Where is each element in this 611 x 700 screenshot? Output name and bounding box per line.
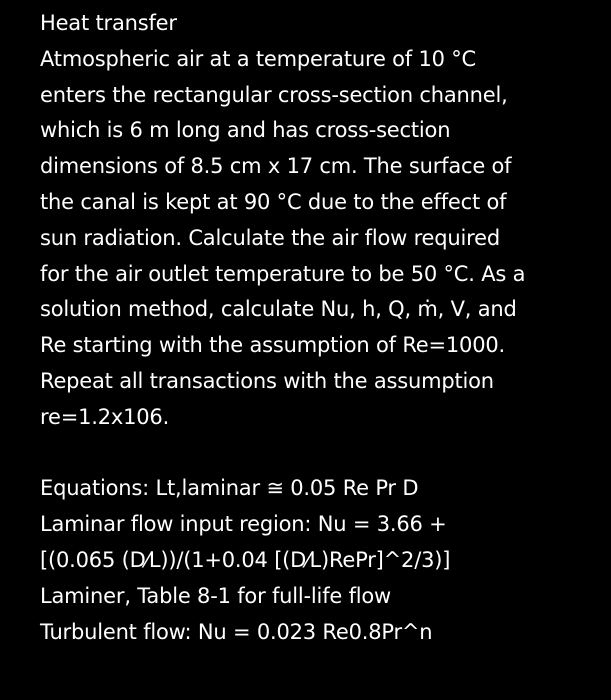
document-title: Heat transfer [40,11,177,35]
problem-line: Re starting with the assumption of Re=1000. [40,333,506,358]
equation-line: Laminer, Table 8-1 for full-life flow [40,583,392,608]
equation-line: Laminar flow input region: Nu = 3.66 + [40,512,447,537]
equation-line: Turbulent flow: Nu = 0.023 Re0.8Pr^n [40,619,433,644]
problem-line: which is 6 m long and has cross-section [40,118,451,143]
problem-line: re=1.2x106. [40,404,170,429]
problem-line: dimensions of 8.5 cm x 17 cm. The surface of [40,154,512,179]
problem-line: Repeat all transactions with the assumption [40,368,494,393]
problem-line: solution method, calculate Nu, h, Q, ṁ, V, and [40,297,517,322]
problem-line: for the air outlet temperature to be 50 °C. As a [40,261,526,286]
equation-line: Equations: Lt,laminar ≅ 0.05 Re Pr D [40,476,419,501]
problem-line: sun radiation. Calculate the air flow required [40,225,500,250]
equations-section [40,471,600,650]
equation-line: [(0.065 (D⁄L))/(1+0.04 [(D⁄L)RePr]^2/3)] [40,547,451,572]
document-body [40,6,600,650]
problem-line: the canal is kept at 90 °C due to the effect of [40,189,507,214]
problem-line: Atmospheric air at a temperature of 10 °C [40,46,477,71]
problem-line: enters the rectangular cross-section channel, [40,82,508,107]
problem-statement [40,42,600,436]
paragraph-gap [40,436,600,472]
